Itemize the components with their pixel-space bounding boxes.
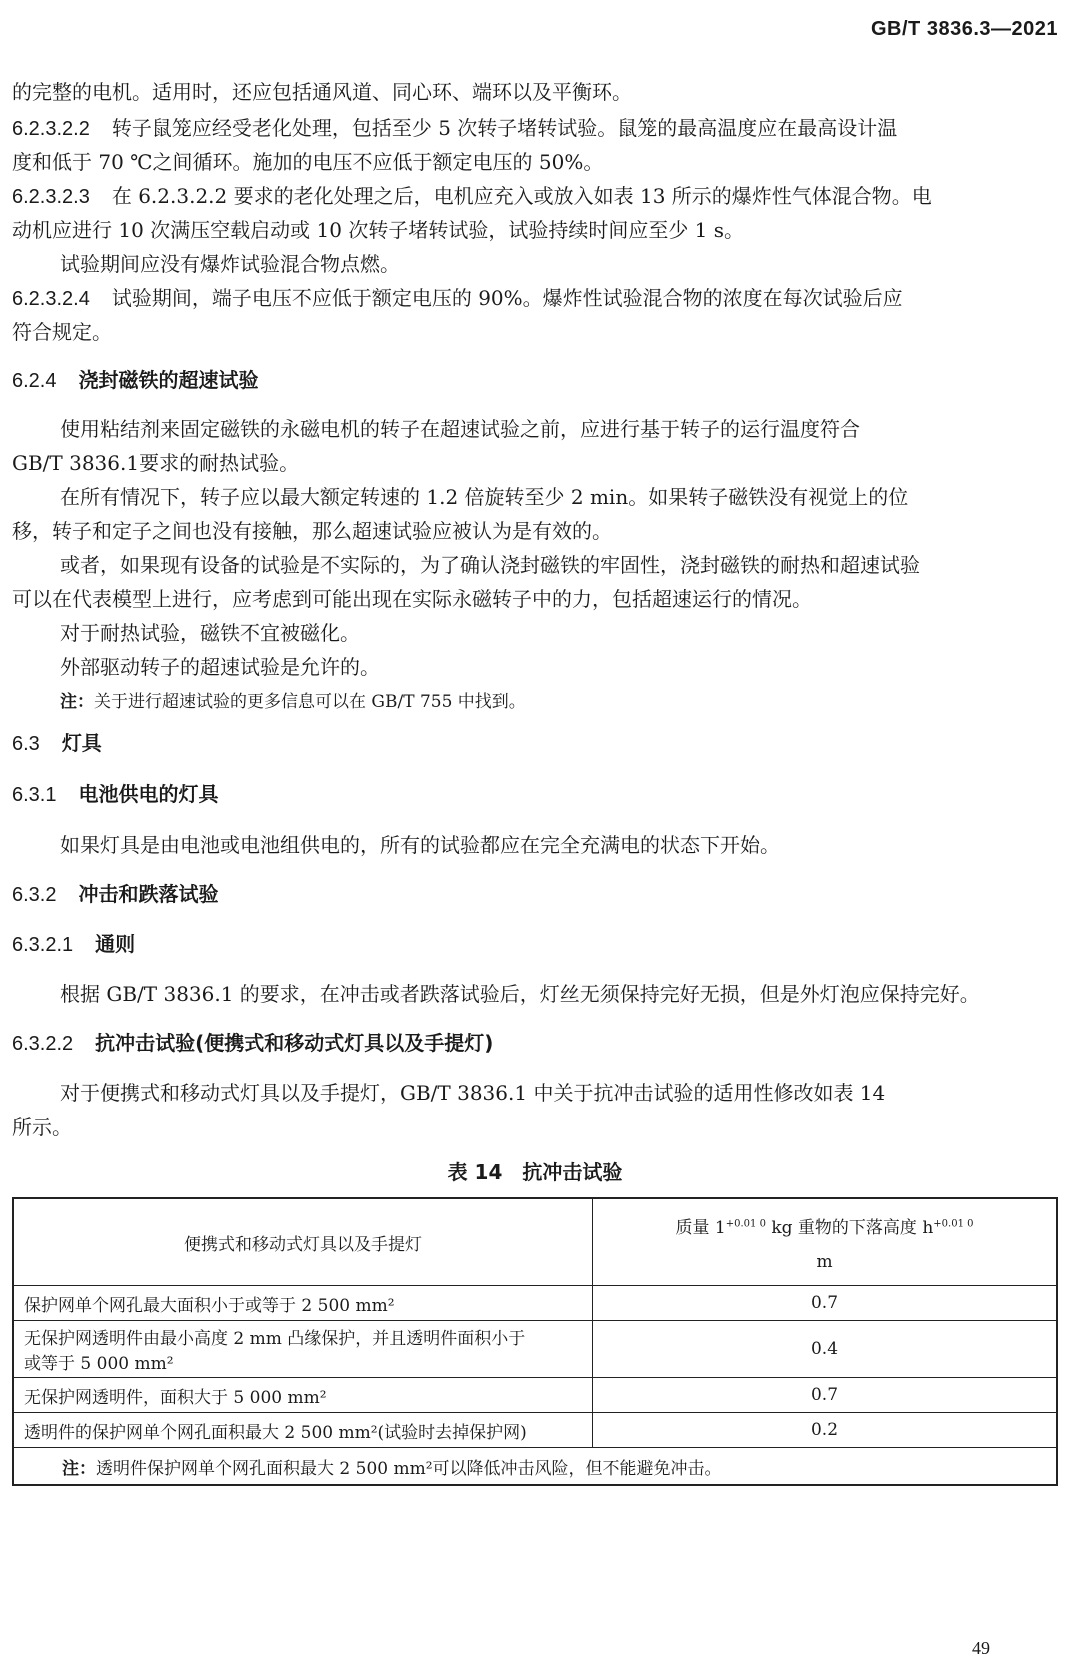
paragraph-line: 符合规定。: [12, 320, 112, 344]
table-header-row: [13, 1198, 1057, 1286]
heading-number: 6.3.1: [12, 784, 57, 806]
heading-number: 6.2.4: [12, 370, 57, 392]
table-cell: 0.4: [593, 1321, 1058, 1378]
table-row: [13, 1286, 1057, 1321]
clause-6-2-3-2-3: [12, 180, 1058, 209]
table-cell: 无保护网透明件由最小高度 2 mm 凸缘保护，并且透明件面积小于 或等于 5 000 mm²: [13, 1321, 593, 1378]
heading-title: 冲击和跌落试验: [78, 882, 219, 906]
table-cell: 0.2: [593, 1413, 1058, 1448]
heading-number: 6.3.2.1: [12, 934, 74, 956]
heading-number: 6.3.2.2: [12, 1033, 74, 1055]
paragraph-line: 外部驱动转子的超速试验是允许的。: [60, 655, 380, 679]
table-row: [13, 1378, 1057, 1413]
clause-text: 在 6.2.3.2.2 要求的老化处理之后，电机应充入或放入如表 13 所示的爆炸性气体混合物。电: [111, 184, 932, 208]
paragraph-line: 或者，如果现有设备的试验是不实际的，为了确认浇封磁铁的牢固性，浇封磁铁的耐热和超速试验: [60, 553, 920, 577]
heading-title: 通则: [95, 932, 136, 956]
table-header-cell: 便携式和移动式灯具以及手提灯: [13, 1198, 593, 1286]
paragraph-line: 动机应进行 10 次满压空载启动或 10 次转子堵转试验，试验持续时间应至少 1 s。: [12, 218, 745, 242]
table-row: [13, 1321, 1057, 1378]
heading-title: 抗冲击试验(便携式和移动式灯具以及手提灯): [95, 1031, 494, 1055]
table-note-row: [13, 1448, 1057, 1486]
heading-title: 浇封磁铁的超速试验: [78, 368, 259, 392]
clause-number: 6.2.3.2.2: [12, 118, 90, 140]
note-text: 关于进行超速试验的更多信息可以在 GB/T 755 中找到。: [94, 692, 526, 712]
paragraph-line: 的完整的电机。适用时，还应包括通风道、同心环、端环以及平衡环。: [12, 80, 632, 104]
heading-6-3-2: [12, 878, 1058, 907]
heading-6-3: [12, 727, 1058, 756]
table-title: 表 14 抗冲击试验: [447, 1160, 623, 1184]
clause-6-2-3-2-2: [12, 112, 1058, 141]
clause-text: 试验期间，端子电压不应低于额定电压的 90%。爆炸性试验混合物的浓度在每次试验后应: [111, 286, 903, 310]
paragraph-line: 根据 GB/T 3836.1 的要求，在冲击或者跌落试验后，灯丝无须保持完好无损，但是外灯泡应保持完好。: [60, 982, 980, 1006]
header-mass-text: 质量 $1^{+0.01 0}$ kg 重物的下落高度 $h^{+0.01 0}$: [675, 1217, 974, 1238]
clause-6-2-3-2-4: [12, 282, 1058, 311]
paragraph-line: 所示。: [12, 1115, 72, 1139]
note: [60, 687, 1058, 712]
table-cell: 保护网单个网孔最大面积小于或等于 2 500 mm²: [13, 1286, 593, 1321]
heading-6-3-2-2: [12, 1027, 1058, 1056]
heading-number: 6.3: [12, 733, 40, 755]
paragraph-line: 在所有情况下，转子应以最大额定转速的 1.2 倍旋转至少 2 min。如果转子磁铁没有视觉上的位: [60, 485, 909, 509]
paragraph-line: 试验期间应没有爆炸试验混合物点燃。: [60, 252, 400, 276]
paragraph-line: 度和低于 70 ℃之间循环。施加的电压不应低于额定电压的 50%。: [12, 150, 604, 174]
heading-title: 电池供电的灯具: [78, 782, 219, 806]
heading-6-3-1: [12, 778, 1058, 807]
heading-number: 6.3.2: [12, 884, 57, 906]
heading-title: 灯具: [61, 731, 102, 755]
paragraph-line: 对于耐热试验，磁铁不宜被磁化。: [60, 621, 360, 645]
table-cell: 透明件的保护网单个网孔面积最大 2 500 mm²(试验时去掉保护网): [13, 1413, 593, 1448]
heading-6-2-4: [12, 364, 1058, 393]
clause-number: 6.2.3.2.4: [12, 288, 90, 310]
table-14: [12, 1197, 1058, 1486]
heading-6-3-2-1: [12, 928, 1058, 957]
clause-number: 6.2.3.2.3: [12, 186, 90, 208]
note-label: 注：: [60, 692, 94, 712]
header-unit: m: [816, 1251, 833, 1272]
table-cell: 无保护网透明件，面积大于 5 000 mm²: [13, 1378, 593, 1413]
table-cell: 0.7: [593, 1378, 1058, 1413]
page-number: 49: [972, 1638, 990, 1658]
paragraph-line: GB/T 3836.1要求的耐热试验。: [12, 451, 300, 475]
standard-number: GB/T 3836.3—2021: [871, 18, 1058, 40]
clause-text: 转子鼠笼应经受老化处理，包括至少 5 次转子堵转试验。鼠笼的最高温度应在最高设计温: [111, 116, 898, 140]
paragraph-line: 使用粘结剂来固定磁铁的永磁电机的转子在超速试验之前，应进行基于转子的运行温度符合: [60, 417, 860, 441]
paragraph-line: 可以在代表模型上进行，应考虑到可能出现在实际永磁转子中的力，包括超速运行的情况。: [12, 587, 812, 611]
paragraph-line: 对于便携式和移动式灯具以及手提灯，GB/T 3836.1 中关于抗冲击试验的适用性修改如表 14: [60, 1081, 886, 1105]
paragraph-line: 移，转子和定子之间也没有接触，那么超速试验应被认为是有效的。: [12, 519, 612, 543]
table-cell: 0.7: [593, 1286, 1058, 1321]
table-row: [13, 1413, 1057, 1448]
paragraph-line: 如果灯具是由电池或电池组供电的，所有的试验都应在完全充满电的状态下开始。: [60, 833, 780, 857]
table-header-cell: [593, 1198, 1058, 1286]
table-note: 注：透明件保护网单个网孔面积最大 2 500 mm²可以降低冲击风险，但不能避免冲击。: [13, 1448, 1057, 1486]
